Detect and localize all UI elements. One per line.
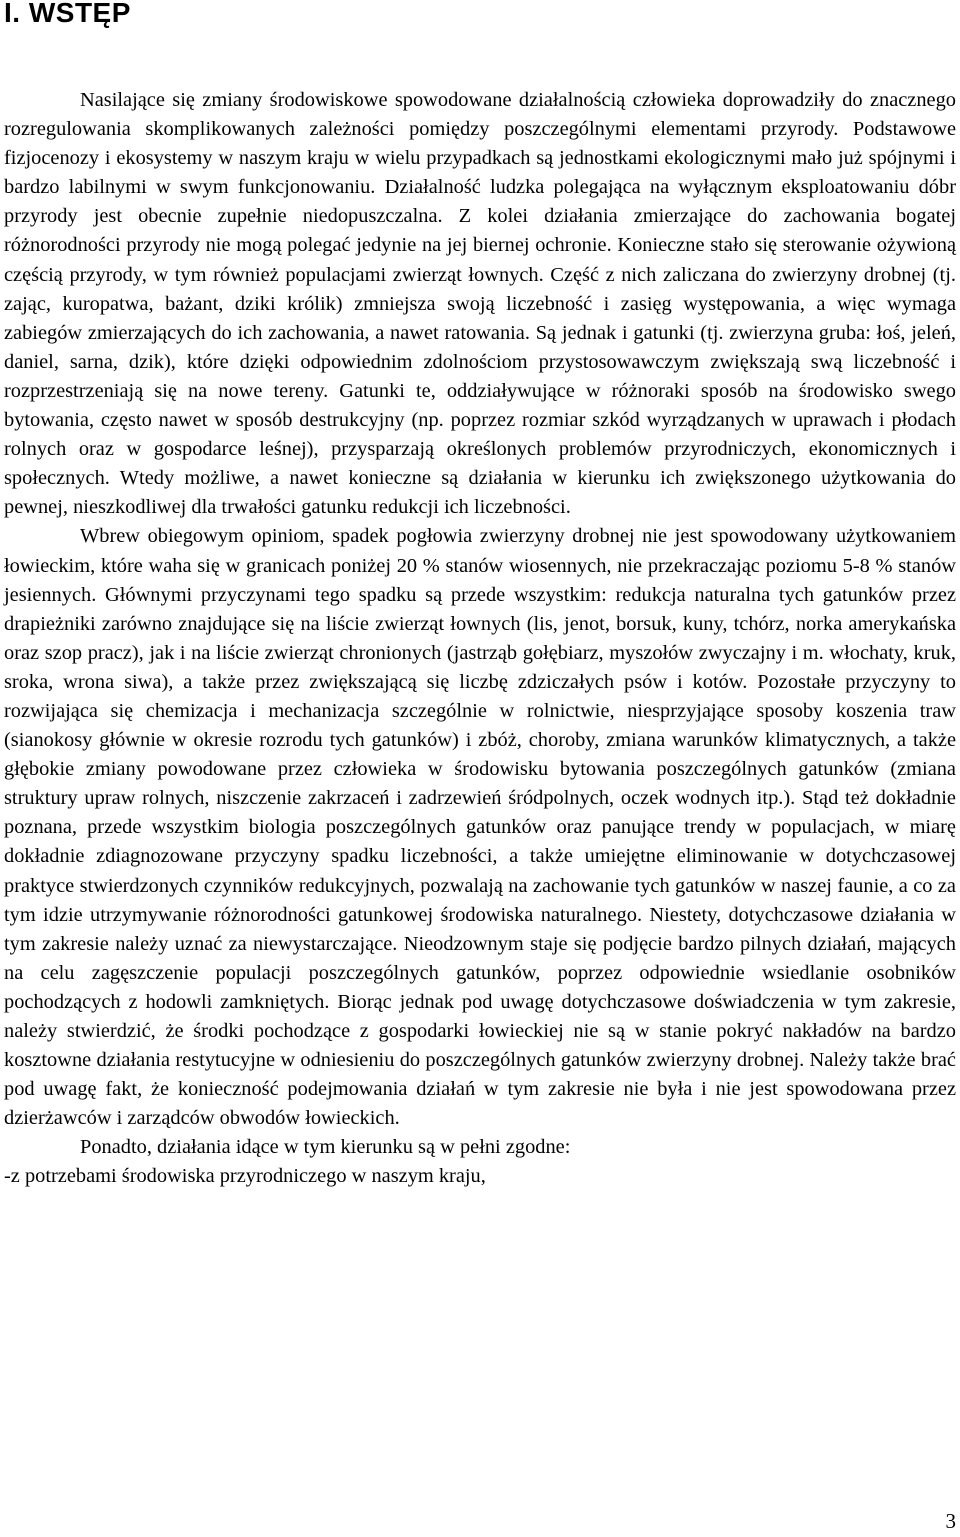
section-heading: I. WSTĘP xyxy=(4,0,131,28)
paragraph-causes: Wbrew obiegowym opiniom, spadek pogłowia zwierzyny drobnej nie jest spowodowany użytkowaniem łowieckim, które waha się w granicach poniżej 20 % stanów wiosennych, nie przekraczając poziomu 5-8 % stanów jesiennych. Głównymi przyczynami tego spadku są przede wszystkim: redukcja naturalna tych gatunków przez drapieżniki zarówno znajdujące się na liście zwierząt łownych (lis, jenot, borsuk, kuny, tchórz, norka amerykańska oraz szop pracz), jak i na liście zwierząt chronionych (jastrząb gołębiarz, myszołów zwyczajny i m. włochaty, kruk, sroka, wrona siwa), a także przez zwiększającą się liczbę zdziczałych psów i kotów. Pozostałe przyczyny to rozwijająca się chemizacja i mechanizacja szczególnie w rolnictwie, niesprzyjające sposoby koszenia traw (sianokosy głównie w okresie rozrodu tych gatunków) i zbóż, choroby, zmiana warunków klimatycznych, a także głębokie zmiany powodowane przez człowieka w środowisku bytowania poszczególnych gatunków (zmiana struktury upraw rolnych, niszczenie zakrzaceń i zadrzewień śródpolnych, oczek wodnych itp.). Stąd też dokładnie poznana, przede wszystkim biologia poszczególnych gatunków oraz panujące trendy w populacjach, w miarę dokładnie zdiagnozowane przyczyny spadku liczebności, a także umiejętne eliminowanie w dotychczasowej praktyce stwierdzonych czynników redukcyjnych, pozwalają na zachowanie tych gatunków w naszej faunie, a co za tym idzie utrzymywanie różnorodności gatunkowej środowiska naturalnego. Niestety, dotychczasowe działania w tym zakresie należy uznać za niewystarczające. Nieodzownym staje się podjęcie bardzo pilnych działań, mających na celu zagęszczenie populacji poszczególnych gatunków, poprzez odpowiednie wsiedlanie osobników pochodzących z hodowli zamkniętych. Biorąc jednak pod uwagę dotychczasowe doświadczenia w tym zakresie, należy stwierdzić, że środki pochodzące z gospodarki łowieckiej nie są w stanie pokryć nakładów na bardzo kosztowne działania restytucyjne w odniesieniu do poszczególnych gatunków zwierzyny drobnej. Należy także brać pod uwagę fakt, że konieczność podejmowania działań w tym zakresie nie była i nie jest spowodowana przez dzierżawców i zarządców obwodów łowieckich. xyxy=(4,525,956,1130)
paragraph-compliance: Ponadto, działania idące w tym kierunku są w pełni zgodne: xyxy=(80,1136,571,1159)
page-number: 3 xyxy=(945,1509,956,1533)
paragraph-intro: Nasilające się zmiany środowiskowe spowodowane działalnością człowieka doprowadziły do znacznego rozregulowania skomplikowanych zależności pomiędzy poszczególnymi elementami przyrody. Podstawowe fizjocenozy i ekosystemy w naszym kraju w wielu przypadkach są jednostkami ekologicznymi mało już spójnymi i bardzo labilnymi w swym funkcjonowaniu. Działalność ludzka polegająca na wyłącznym eksploatowaniu dóbr przyrody jest obecnie zupełnie niedopuszczalna. Z kolei działania zmierzające do zachowania bogatej różnorodności przyrody nie mogą polegać jedynie na jej biernej ochronie. Konieczne stało się sterowanie ożywioną częścią przyrody, w tym również populacjami zwierząt łownych. Część z nich zaliczana do zwierzyny drobnej (tj. zając, kuropatwa, bażant, dziki królik) zmniejsza swoją liczebność i zasięg występowania, a więc wymaga zabiegów zmierzających do ich zachowania, a nawet ratowania. Są jednak i gatunki (tj. zwierzyna gruba: łoś, jeleń, daniel, sarna, dzik), które dzięki odpowiednim zdolnościom przystosowawczym zwiększają swą liczebność i rozprzestrzeniają się na nowe tereny. Gatunki te, oddziaływujące w różnoraki sposób na środowisko swego bytowania, często nawet w sposób destrukcyjny (np. poprzez rozmiar szkód wyrządzanych w uprawach i płodach rolnych oraz w gospodarce leśnej), przysparzają określonych problemów przyrodniczych, ekonomicznych i społecznych. Wtedy możliwe, a nawet konieczne są działania w kierunku ich zwiększonego użytkowania do pewnej, nieszkodliwej dla trwałości gatunku redukcji ich liczebności. xyxy=(4,89,956,519)
list-item: -z potrzebami środowiska przyrodniczego w naszym kraju, xyxy=(4,1165,486,1188)
body-text xyxy=(4,86,956,1192)
